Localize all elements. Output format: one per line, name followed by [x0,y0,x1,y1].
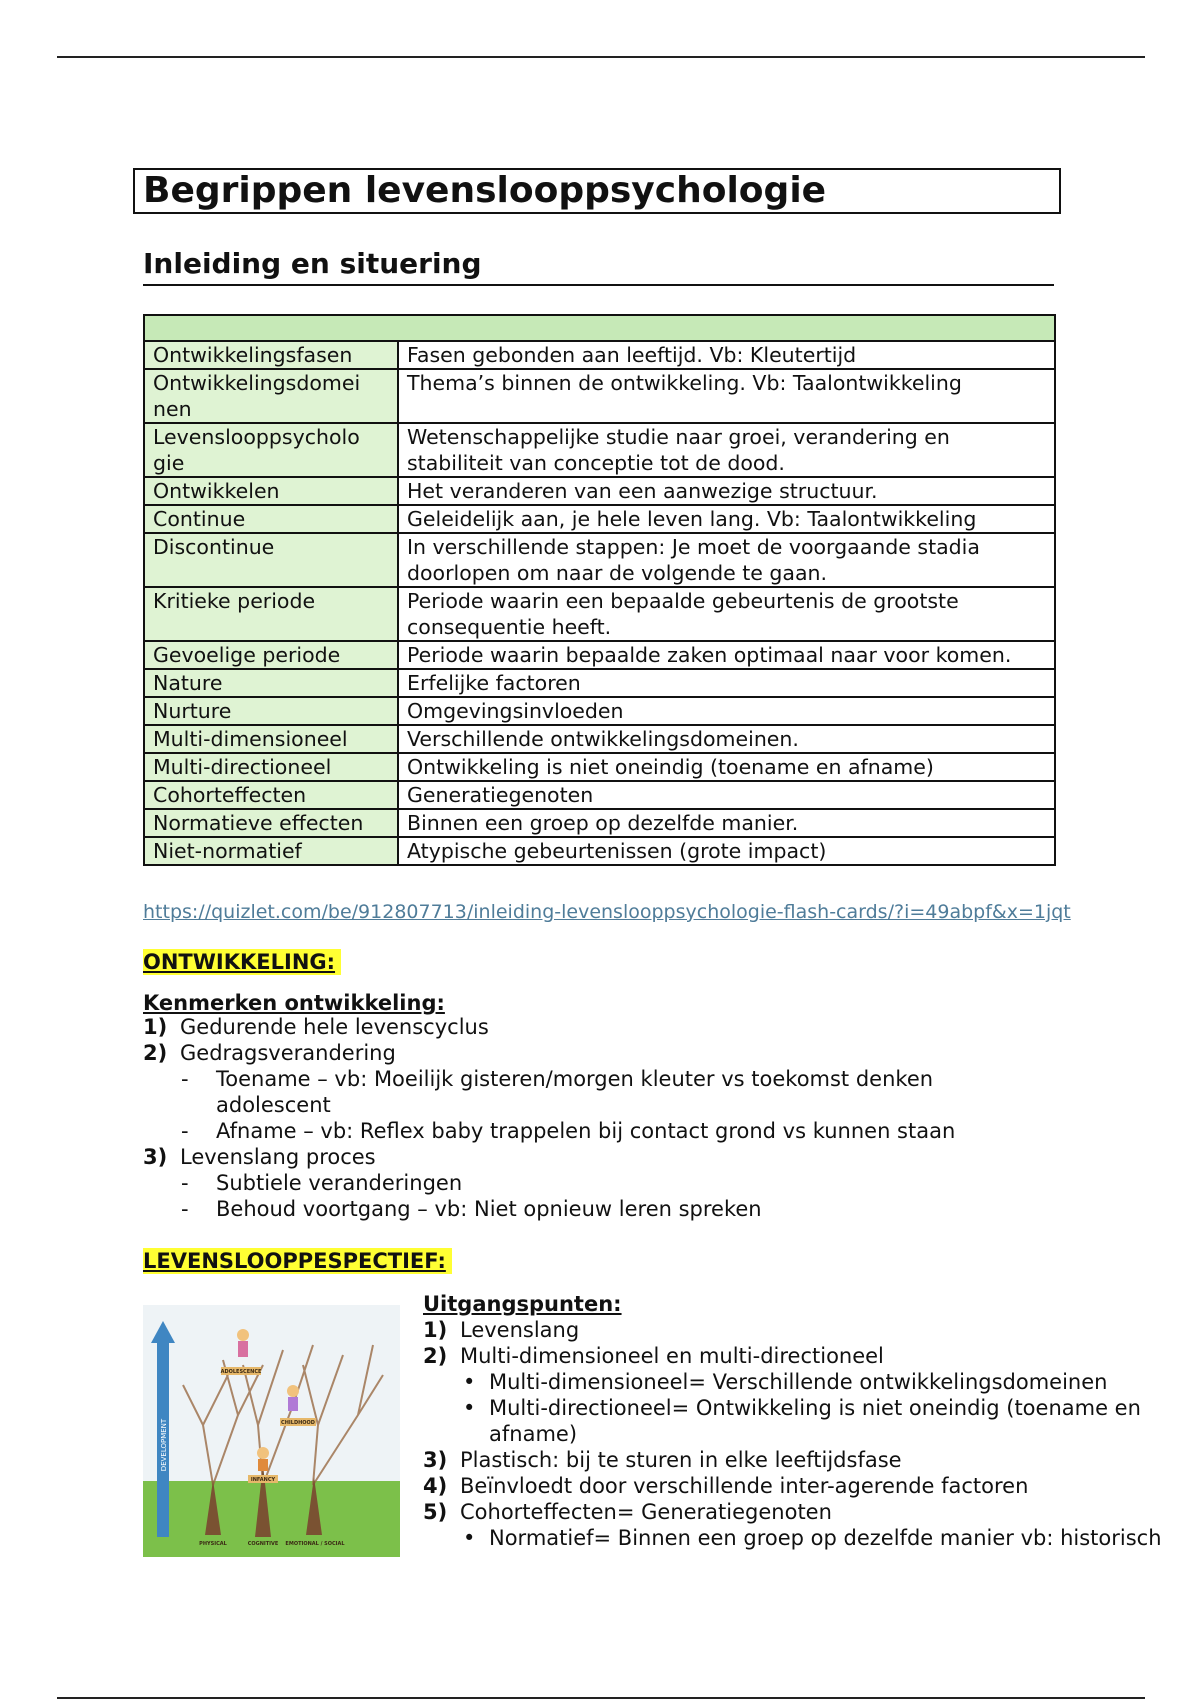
definition-cell: Geleidelijk aan, je hele leven lang. Vb: Taalontwikkeling [398,505,1055,533]
list-item [423,1343,1163,1369]
list-item [143,1014,1043,1040]
list-item-text: Multi-dimensioneel en multi-directioneel [460,1344,884,1368]
bullet-item-text: Multi-directioneel= Ontwikkeling is niet oneindig (toename en afname) [489,1396,1141,1446]
definition-cell: Wetenschappelijke studie naar groei, verandering en stabiliteit van conceptie tot de dood. [398,423,1055,477]
list-number: 5) [423,1500,448,1524]
table-row [144,781,1055,809]
table-row [144,669,1055,697]
term-cell: Ontwikkelingsfasen [144,341,398,369]
table-row [144,809,1055,837]
list-item [423,1473,1163,1499]
term-cell: Kritieke periode [144,587,398,641]
ontwikkeling-heading: ONTWIKKELING: [143,949,341,975]
table-row [144,641,1055,669]
term-cell: Discontinue [144,533,398,587]
definition-cell: Verschillende ontwikkelingsdomeinen. [398,725,1055,753]
definition-cell: Periode waarin een bepaalde gebeurtenis de grootste consequentie heeft. [398,587,1055,641]
definition-cell: Omgevingsinvloeden [398,697,1055,725]
axis-label: DEVELOPMENT [160,1418,168,1472]
bullet-item [423,1395,1163,1447]
sub-list-item [143,1196,1043,1222]
bullet-marker: • [463,1526,476,1550]
list-item-text: Levenslang [460,1318,580,1342]
uitgangspunten-list [423,1317,1163,1551]
term-cell: Multi-directioneel [144,753,398,781]
list-item [423,1317,1163,1343]
table-row [144,725,1055,753]
table-row [144,753,1055,781]
document-title: Begrippen levenslooppsychologie [133,168,1061,214]
list-number: 1) [143,1015,168,1039]
table-row [144,423,1055,477]
top-rule [57,56,1145,58]
definition-cell: Ontwikkeling is niet oneindig (toename en afname) [398,753,1055,781]
list-item-text: Cohorteffecten= Generatiegenoten [460,1500,832,1524]
development-trees-image [143,1305,400,1557]
definition-cell: In verschillende stappen: Je moet de voorgaande stadia doorlopen om naar de volgende te gaan. [398,533,1055,587]
table-row [144,697,1055,725]
list-number: 2) [143,1041,168,1065]
sub-item-text: Subtiele veranderingen [216,1171,463,1195]
list-item-text: Levenslang proces [180,1145,376,1169]
term-cell: Levenslooppsycholo gie [144,423,398,477]
domain-label-physical: PHYSICAL [199,1541,227,1547]
table-row [144,341,1055,369]
term-cell: Multi-dimensioneel [144,725,398,753]
term-cell: Gevoelige periode [144,641,398,669]
definition-cell: Generatiegenoten [398,781,1055,809]
kenmerken-list [143,1014,1043,1222]
term-cell: Ontwikkelen [144,477,398,505]
term-cell: Nurture [144,697,398,725]
definition-cell: Fasen gebonden aan leeftijd. Vb: Kleutertijd [398,341,1055,369]
dash-marker: - [181,1067,189,1091]
dash-marker: - [181,1119,189,1143]
concept-table [143,314,1056,866]
uitgangspunten-heading: Uitgangspunten: [423,1292,622,1316]
definition-cell: Het veranderen van een aanwezige structuur. [398,477,1055,505]
table-row [144,533,1055,587]
table-header-cell [144,315,1055,341]
stage-label-childhood: CHILDHOOD [281,1420,315,1426]
list-number: 3) [423,1448,448,1472]
list-number: 4) [423,1474,448,1498]
definition-cell: Atypische gebeurtenissen (grote impact) [398,837,1055,865]
kenmerken-heading: Kenmerken ontwikkeling: [143,991,445,1015]
list-item [143,1144,1043,1170]
term-cell: Continue [144,505,398,533]
term-cell: Niet-normatief [144,837,398,865]
sub-item-text: Toename – vb: Moeilijk gisteren/morgen kleuter vs toekomst denken adolescent [216,1067,934,1117]
stage-label-adolescence: ADOLESCENCE [220,1369,262,1375]
bullet-marker: • [463,1370,476,1394]
list-item [143,1040,1043,1066]
list-number: 1) [423,1318,448,1342]
sub-list-item [143,1170,1043,1196]
sub-list-item [143,1066,1043,1118]
term-cell: Nature [144,669,398,697]
table-row [144,505,1055,533]
table-row [144,477,1055,505]
sub-item-text: Afname – vb: Reflex baby trappelen bij contact grond vs kunnen staan [216,1119,956,1143]
definition-cell: Periode waarin bepaalde zaken optimaal naar voor komen. [398,641,1055,669]
domain-label-emotional-social: EMOTIONAL / SOCIAL [285,1541,345,1547]
table-row [144,837,1055,865]
stage-label-infancy: INFANCY [250,1477,276,1483]
table-header-row [144,315,1055,341]
definition-cell: Thema’s binnen de ontwikkeling. Vb: Taalontwikkeling [398,369,1055,423]
table-row [144,369,1055,423]
dash-marker: - [181,1171,189,1195]
definition-cell: Binnen een groep op dezelfde manier. [398,809,1055,837]
list-item [423,1447,1163,1473]
levensloop-heading: LEVENSLOOPPESPECTIEF: [143,1248,452,1274]
quizlet-link[interactable]: https://quizlet.com/be/912807713/inleiding-levenslooppsychologie-flash-cards/?i=49abpf&x=1jqt [143,901,1071,923]
bullet-item-text: Normatief= Binnen een groep op dezelfde manier vb: historisch [489,1526,1162,1550]
list-item-text: Beïnvloedt door verschillende inter-agerende factoren [460,1474,1029,1498]
domain-label-cognitive: COGNITIVE [247,1541,279,1547]
sub-list-item [143,1118,1043,1144]
term-cell: Normatieve effecten [144,809,398,837]
table-row [144,587,1055,641]
list-item-text: Plastisch: bij te sturen in elke leeftijdsfase [460,1448,902,1472]
list-number: 3) [143,1145,168,1169]
list-item [423,1499,1163,1525]
bullet-item [423,1525,1163,1551]
bullet-item [423,1369,1163,1395]
section-heading: Inleiding en situering [143,246,1054,286]
definition-cell: Erfelijke factoren [398,669,1055,697]
list-item-text: Gedragsverandering [180,1041,396,1065]
dash-marker: - [181,1197,189,1221]
bullet-item-text: Multi-dimensioneel= Verschillende ontwikkelingsdomeinen [489,1370,1108,1394]
list-item-text: Gedurende hele levenscyclus [180,1015,489,1039]
term-cell: Ontwikkelingsdomei nen [144,369,398,423]
term-cell: Cohorteffecten [144,781,398,809]
sub-item-text: Behoud voortgang – vb: Niet opnieuw leren spreken [216,1197,762,1221]
bottom-rule [57,1697,1145,1699]
bullet-marker: • [463,1396,476,1420]
list-number: 2) [423,1344,448,1368]
